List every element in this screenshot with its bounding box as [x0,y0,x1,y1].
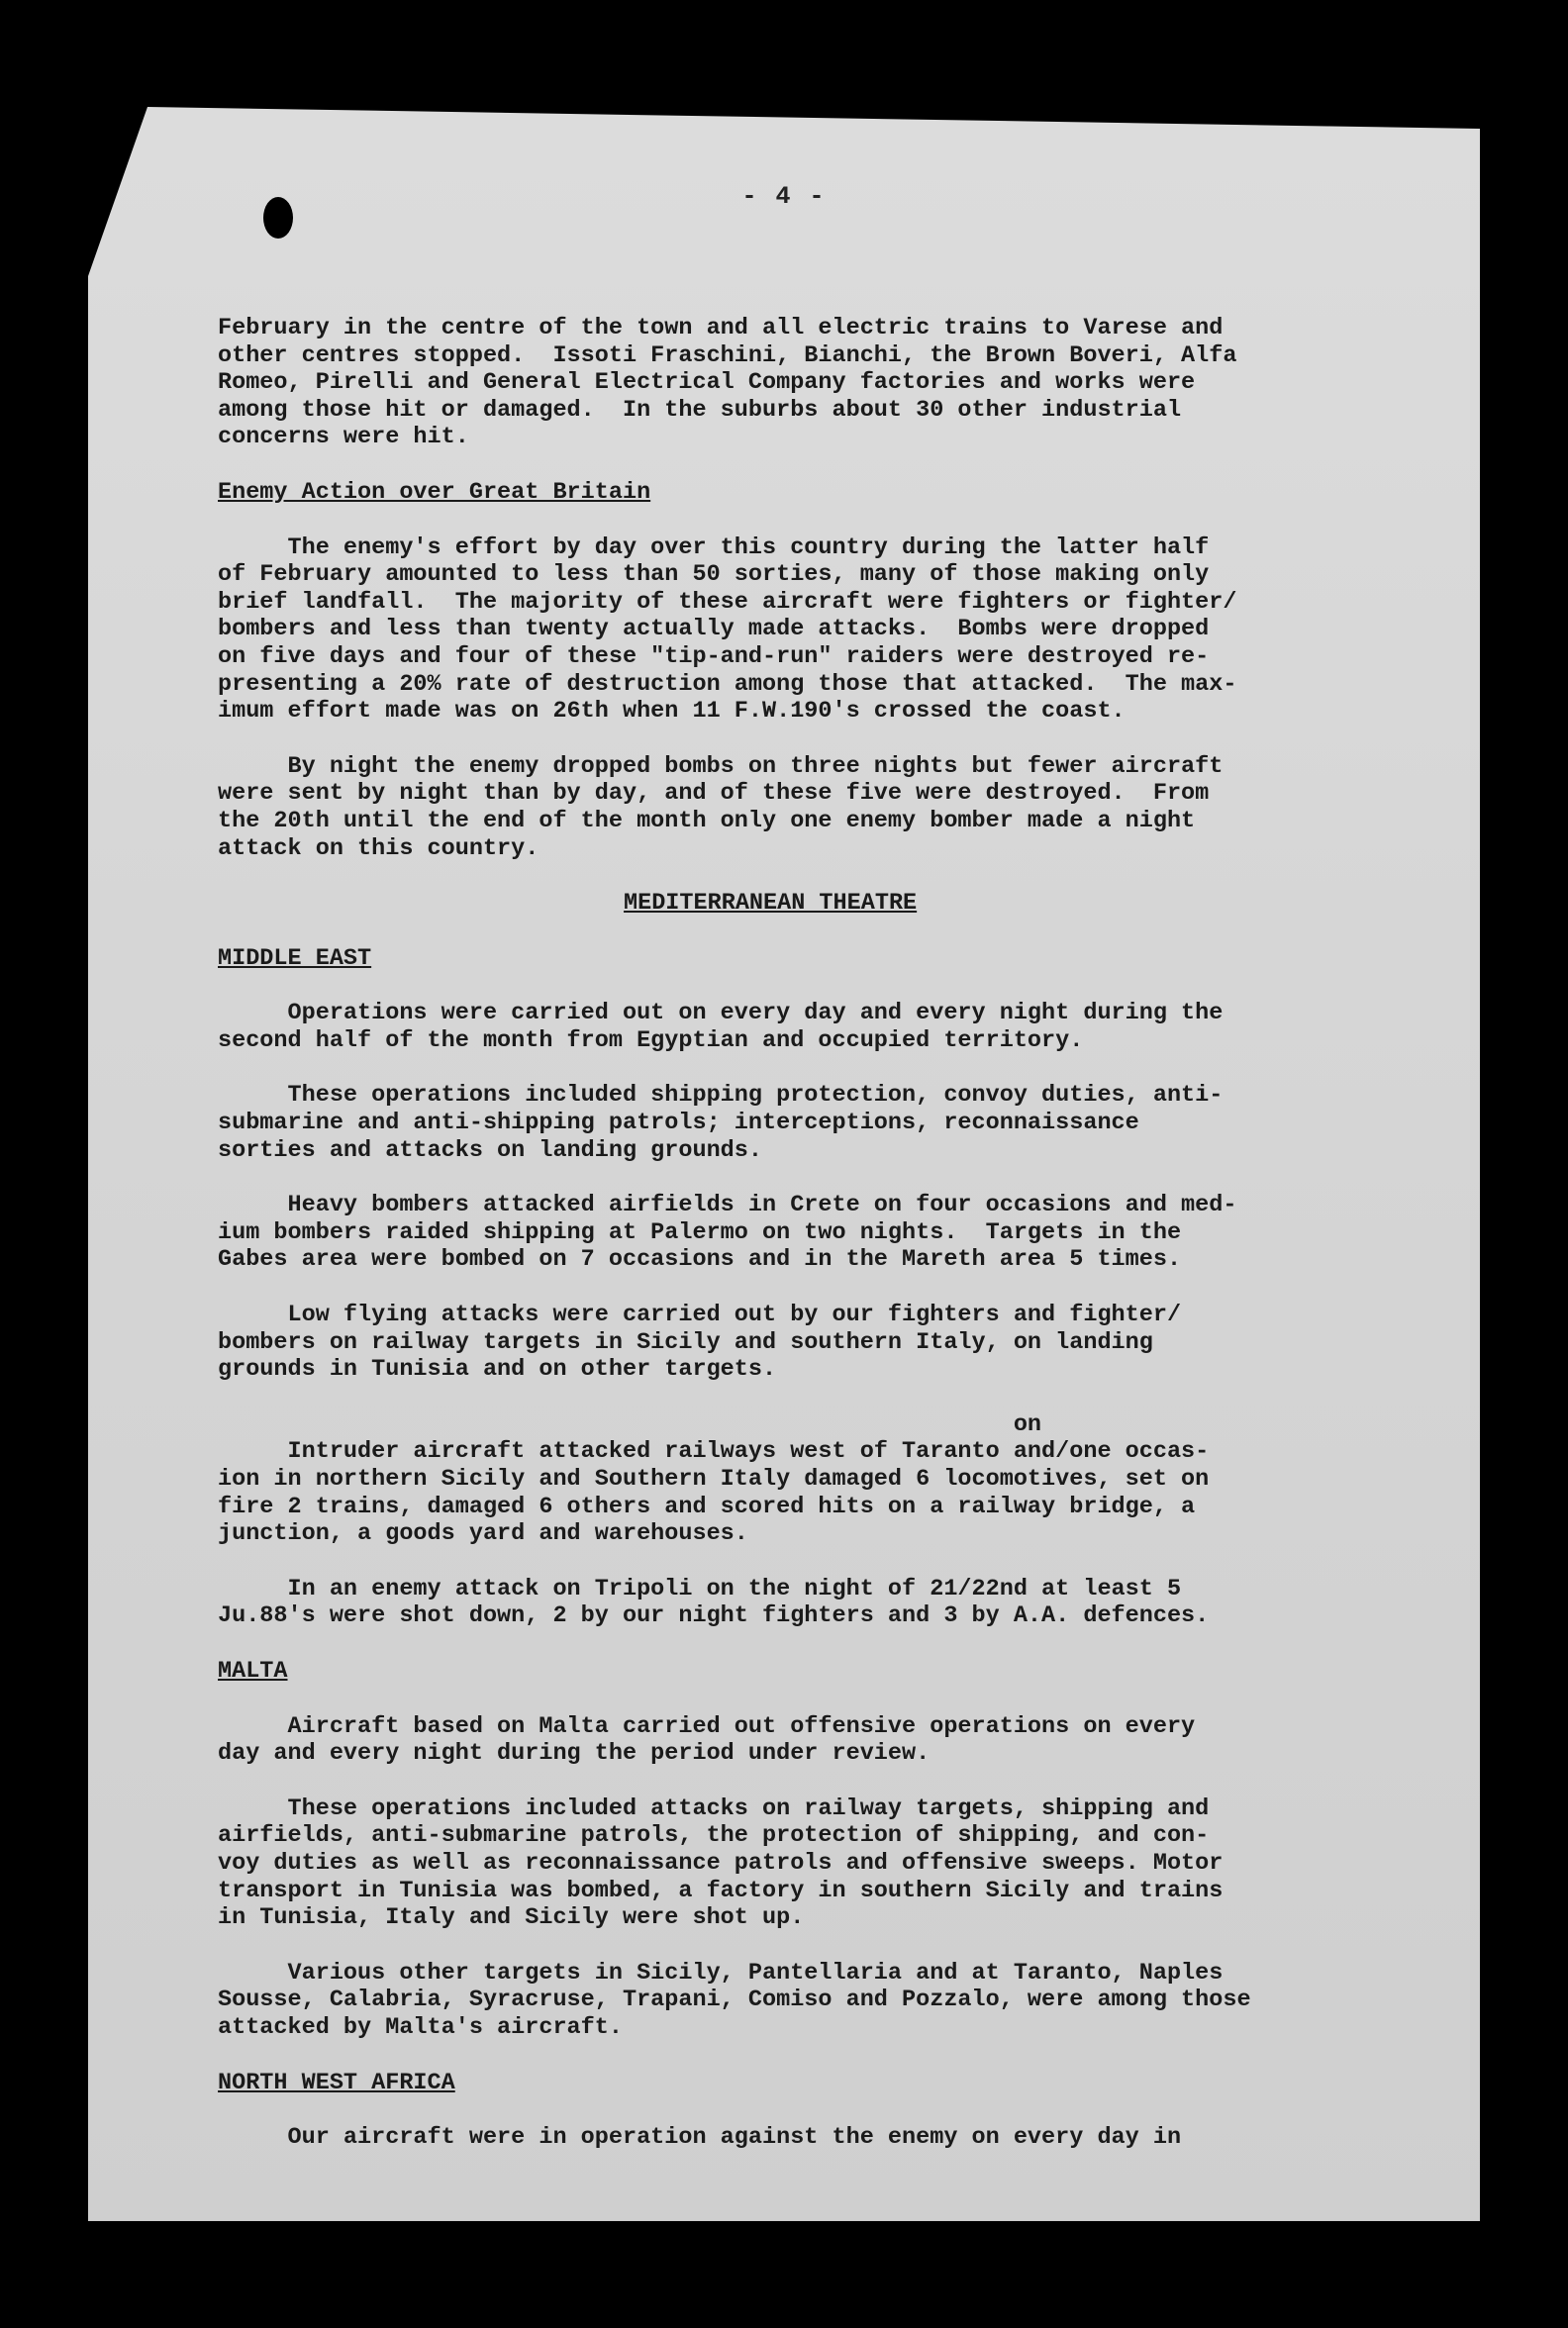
paragraph: These operations included attacks on railway targets, shipping and airfields, anti-submarine patrols, the protection of shipping, and con- voy duties as well as reconnaissance patrols and offensive sweeps. Motor transport in Tunisia was bombed, a factory in southern Sicily and trains in Tunisia, Italy and Sicily were shot up. [218,1794,1224,1932]
page-number: - 4 - [741,182,827,211]
paragraph: Low flying attacks were carried out by our fighters and fighter/ bombers on railway targets in Sicily and southern Italy, on landing grounds in Tunisia and on other targets. [218,1302,1182,1384]
section-heading: NORTH WEST AFRICA [218,2069,455,2096]
paragraph: on Intruder aircraft attacked railways west of Taranto and/one occas- ion in northern Sicily and Southern Italy damaged 6 locomotives, set on fire 2 trains, damaged 6 others and scored hits on a railway bridge, a junction, a goods yard and warehouses. [218,1410,1210,1548]
paragraph: Various other targets in Sicily, Pantellaria and at Taranto, Naples Sousse, Calabria, Syracruse, Trapani, Comiso and Pozzalo, were among those attacked by Malta's aircraft. [218,1959,1251,2041]
paragraph: In an enemy attack on Tripoli on the night of 21/22nd at least 5 Ju.88's were shot down, 2 by our night fighters and 3 by A.A. defences. [218,1575,1210,1630]
paragraph: By night the enemy dropped bombs on three nights but fewer aircraft were sent by night than by day, and of these five were destroyed. From the 20th until the end of the month only one enemy bomber made a night attack on this country. [218,752,1224,862]
paragraph: Aircraft based on Malta carried out offensive operations on every day and every night during the period under review. [218,1712,1196,1768]
document-body [218,315,1465,2180]
paragraph: The enemy's effort by day over this country during the latter half of February amounted to less than 50 sorties, many of those making only brief landfall. The majority of these aircraft were fighters or fighter/ bombers and less than twenty actually made attacks. Bombs were dropped on five days and four of these "tip-and-run" raiders were destroyed re- presenting a 20% rate of destruction among those that attacked. The max- imum effort made was on 26th when 11 F.W.190's crossed the coast. [218,534,1237,726]
paragraph: Heavy bombers attacked airfields in Crete on four occasions and med- ium bombers raided shipping at Palermo on two nights. Targets in the Gabes area were bombed on 7 occasions and in the Mareth area 5 times. [218,1192,1237,1274]
section-heading: MIDDLE EAST [218,944,372,972]
paragraph: These operations included shipping protection, convoy duties, anti- submarine and anti-shipping patrols; interceptions, reconnaissance sorties and attacks on landing grounds. [218,1082,1224,1164]
section-heading: MALTA [218,1657,288,1685]
paragraph: Our aircraft were in operation against the enemy on every day in [218,2124,1182,2152]
paragraph: Operations were carried out on every day and every night during the second half of the month from Egyptian and occupied territory. [218,1000,1224,1054]
theatre-heading: MEDITERRANEAN THEATRE [624,890,918,918]
paragraph: February in the centre of the town and all electric trains to Varese and other centres stopped. Issoti Fraschini, Bianchi, the Brown Boveri, Alfa Romeo, Pirelli and General Electrical Company factories and works were among those hit or damaged. In the suburbs about 30 other industrial concerns were hit. [218,315,1237,451]
section-heading: Enemy Action over Great Britain [218,478,651,506]
